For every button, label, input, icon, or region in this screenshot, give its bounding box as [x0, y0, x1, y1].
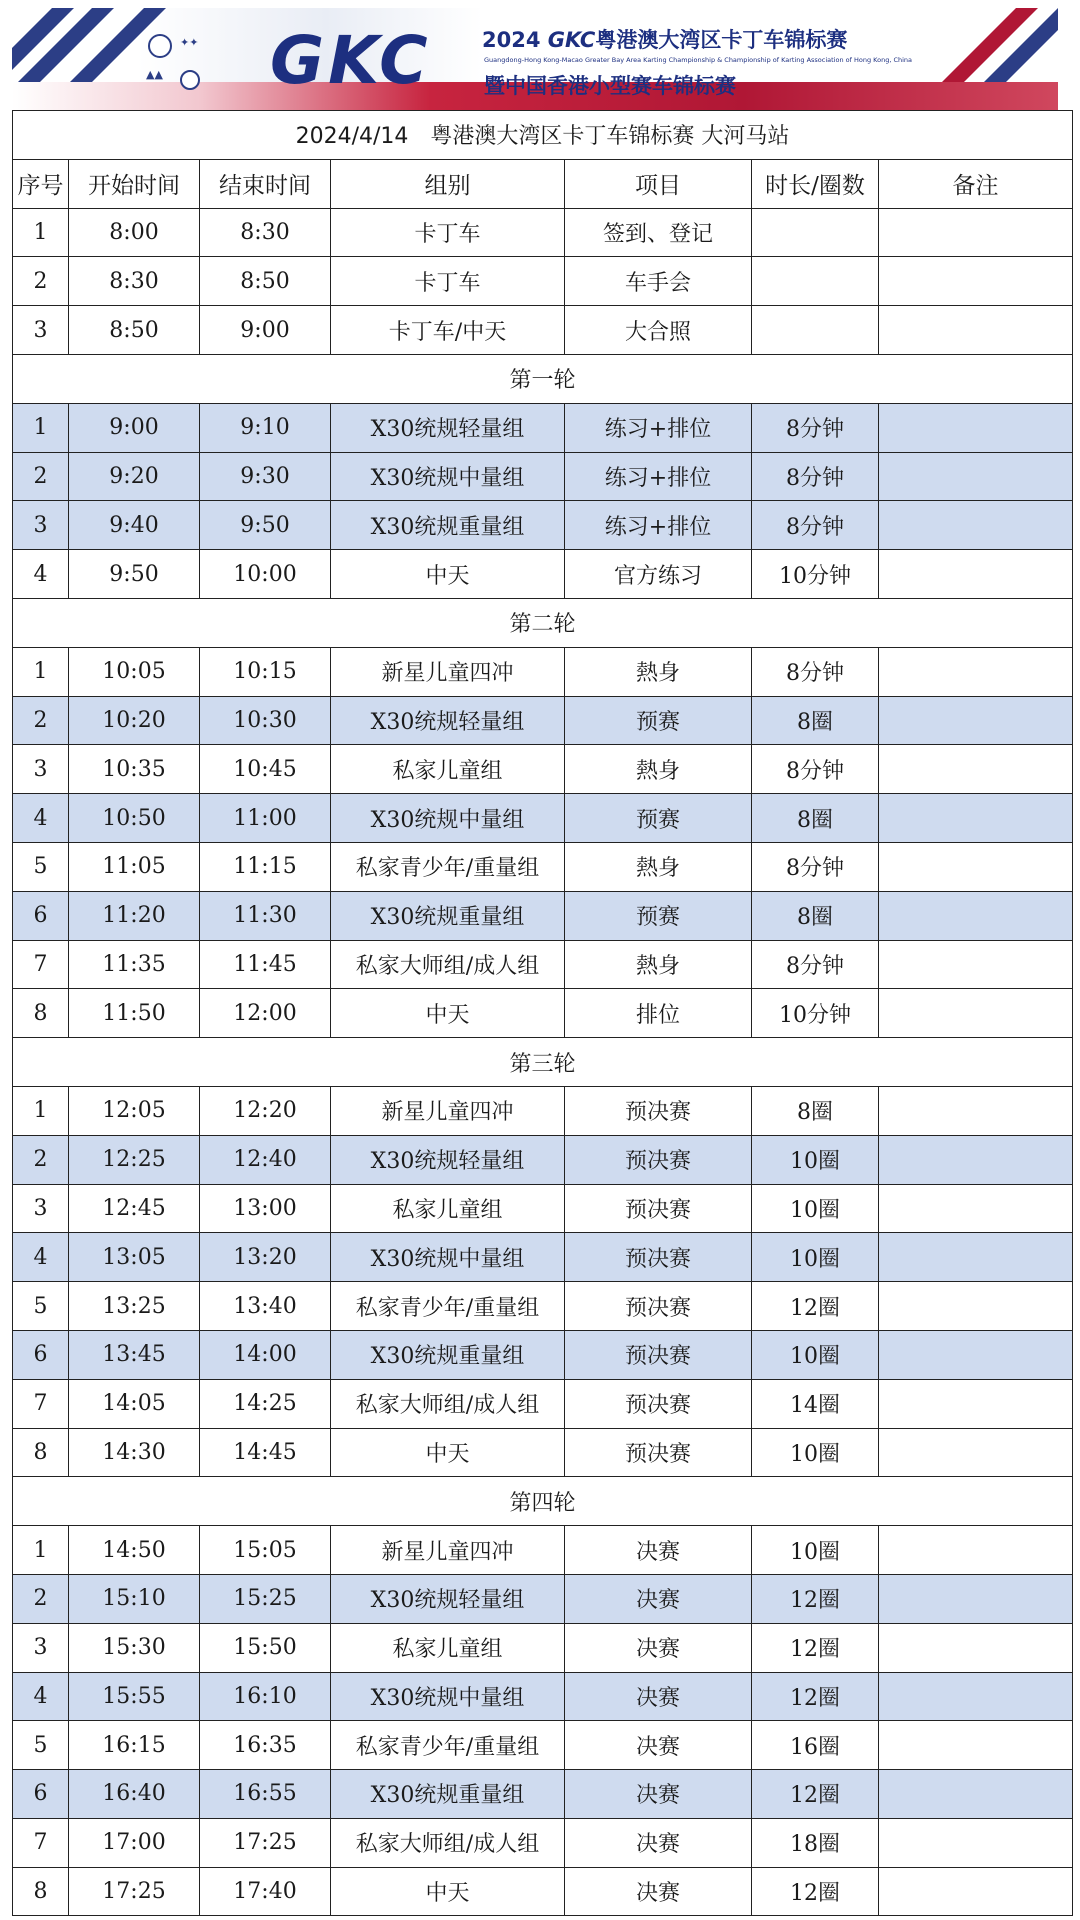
row-note	[879, 1867, 1073, 1916]
row-start-time: 9:50	[69, 550, 200, 599]
row-seq: 1	[13, 208, 69, 257]
row-item: 预决赛	[565, 1282, 752, 1331]
row-item: 预决赛	[565, 1086, 752, 1135]
row-group: 新星儿童四冲	[331, 1526, 565, 1575]
table-row	[13, 1770, 1073, 1819]
row-start-time: 13:25	[69, 1282, 200, 1331]
schedule-table	[12, 110, 1073, 1916]
row-seq: 4	[13, 794, 69, 843]
row-start-time: 8:00	[69, 208, 200, 257]
row-note	[879, 403, 1073, 452]
row-note	[879, 989, 1073, 1038]
row-duration: 12圈	[752, 1623, 879, 1672]
row-item: 预决赛	[565, 1135, 752, 1184]
row-seq: 2	[13, 452, 69, 501]
row-note	[879, 208, 1073, 257]
table-row	[13, 891, 1073, 940]
row-end-time: 14:25	[200, 1379, 331, 1428]
row-end-time: 13:40	[200, 1282, 331, 1331]
row-item: 预决赛	[565, 1330, 752, 1379]
row-group: 卡丁车	[331, 208, 565, 257]
row-start-time: 12:45	[69, 1184, 200, 1233]
row-item: 练习+排位	[565, 452, 752, 501]
row-seq: 2	[13, 257, 69, 306]
row-end-time: 15:25	[200, 1574, 331, 1623]
row-start-time: 13:05	[69, 1233, 200, 1282]
row-end-time: 9:10	[200, 403, 331, 452]
row-group: X30统规中量组	[331, 794, 565, 843]
table-row	[13, 842, 1073, 891]
row-seq: 3	[13, 501, 69, 550]
schedule-body	[13, 111, 1073, 1916]
row-group: 卡丁车	[331, 257, 565, 306]
row-seq: 1	[13, 1526, 69, 1575]
row-duration: 10圈	[752, 1330, 879, 1379]
row-end-time: 13:20	[200, 1233, 331, 1282]
table-row	[13, 1086, 1073, 1135]
row-item: 决赛	[565, 1526, 752, 1575]
row-item: 预决赛	[565, 1184, 752, 1233]
table-row	[13, 208, 1073, 257]
row-group: 私家大师组/成人组	[331, 1818, 565, 1867]
row-start-time: 9:40	[69, 501, 200, 550]
row-item: 预决赛	[565, 1233, 752, 1282]
row-duration: 10圈	[752, 1184, 879, 1233]
row-start-time: 11:50	[69, 989, 200, 1038]
table-row	[13, 1526, 1073, 1575]
header-item: 项目	[565, 159, 752, 208]
round-section-row	[13, 1477, 1073, 1526]
row-group: X30统规中量组	[331, 452, 565, 501]
table-row	[13, 1135, 1073, 1184]
table-row	[13, 1379, 1073, 1428]
row-end-time: 8:50	[200, 257, 331, 306]
row-group: X30统规中量组	[331, 1672, 565, 1721]
row-duration: 8圈	[752, 891, 879, 940]
row-item: 熱身	[565, 647, 752, 696]
row-item: 熱身	[565, 745, 752, 794]
row-seq: 1	[13, 1086, 69, 1135]
row-group: 中天	[331, 550, 565, 599]
row-seq: 1	[13, 403, 69, 452]
row-group: X30统规轻量组	[331, 1135, 565, 1184]
row-end-time: 10:45	[200, 745, 331, 794]
row-item: 预赛	[565, 794, 752, 843]
row-seq: 2	[13, 1135, 69, 1184]
row-start-time: 10:20	[69, 696, 200, 745]
table-title: 2024/4/14 粤港澳大湾区卡丁车锦标赛 大河马站	[13, 111, 1073, 160]
row-note	[879, 452, 1073, 501]
row-end-time: 16:35	[200, 1721, 331, 1770]
row-duration: 10分钟	[752, 989, 879, 1038]
row-note	[879, 842, 1073, 891]
row-seq: 4	[13, 1233, 69, 1282]
row-end-time: 11:00	[200, 794, 331, 843]
row-end-time: 9:00	[200, 306, 331, 355]
row-note	[879, 1282, 1073, 1331]
row-start-time: 14:30	[69, 1428, 200, 1477]
row-group: 私家青少年/重量组	[331, 1282, 565, 1331]
row-group: 新星儿童四冲	[331, 1086, 565, 1135]
row-item: 预赛	[565, 891, 752, 940]
row-start-time: 9:00	[69, 403, 200, 452]
row-note	[879, 550, 1073, 599]
table-row	[13, 1574, 1073, 1623]
row-seq: 6	[13, 891, 69, 940]
row-duration: 10分钟	[752, 550, 879, 599]
row-start-time: 11:05	[69, 842, 200, 891]
row-end-time: 11:30	[200, 891, 331, 940]
row-duration: 8分钟	[752, 501, 879, 550]
row-item: 预决赛	[565, 1428, 752, 1477]
banner-title-text: 粤港澳大湾区卡丁车锦标赛	[595, 28, 848, 52]
row-duration	[752, 306, 879, 355]
row-end-time: 16:55	[200, 1770, 331, 1819]
header-start-time: 开始时间	[69, 159, 200, 208]
row-end-time: 13:00	[200, 1184, 331, 1233]
table-row	[13, 1184, 1073, 1233]
row-seq: 8	[13, 989, 69, 1038]
row-item: 预决赛	[565, 1379, 752, 1428]
row-group: 私家大师组/成人组	[331, 1379, 565, 1428]
row-end-time: 10:15	[200, 647, 331, 696]
row-start-time: 12:25	[69, 1135, 200, 1184]
row-duration: 10圈	[752, 1233, 879, 1282]
table-row	[13, 1282, 1073, 1331]
row-end-time: 12:00	[200, 989, 331, 1038]
row-note	[879, 696, 1073, 745]
row-item: 熱身	[565, 842, 752, 891]
row-end-time: 11:45	[200, 940, 331, 989]
row-item: 官方练习	[565, 550, 752, 599]
row-duration: 8分钟	[752, 842, 879, 891]
header-duration: 时长/圈数	[752, 159, 879, 208]
row-group: 卡丁车/中天	[331, 306, 565, 355]
banner-year: 2024	[482, 28, 541, 52]
row-seq: 3	[13, 306, 69, 355]
header-group: 组别	[331, 159, 565, 208]
table-row	[13, 1818, 1073, 1867]
row-start-time: 16:40	[69, 1770, 200, 1819]
row-note	[879, 1574, 1073, 1623]
row-start-time: 15:55	[69, 1672, 200, 1721]
row-start-time: 8:30	[69, 257, 200, 306]
row-duration: 8分钟	[752, 745, 879, 794]
row-note	[879, 891, 1073, 940]
row-duration: 12圈	[752, 1574, 879, 1623]
row-start-time: 10:35	[69, 745, 200, 794]
association-seal-icon	[148, 34, 172, 58]
row-duration: 12圈	[752, 1770, 879, 1819]
row-item: 熱身	[565, 940, 752, 989]
row-start-time: 13:45	[69, 1330, 200, 1379]
row-end-time: 14:45	[200, 1428, 331, 1477]
table-row	[13, 501, 1073, 550]
row-note	[879, 1770, 1073, 1819]
row-seq: 3	[13, 1623, 69, 1672]
row-end-time: 15:50	[200, 1623, 331, 1672]
row-group: 新星儿童四冲	[331, 647, 565, 696]
organizer-seal-icon	[180, 70, 200, 90]
row-group: X30统规重量组	[331, 891, 565, 940]
row-end-time: 10:30	[200, 696, 331, 745]
row-end-time: 10:00	[200, 550, 331, 599]
table-row	[13, 1623, 1073, 1672]
row-end-time: 12:40	[200, 1135, 331, 1184]
row-item: 决赛	[565, 1818, 752, 1867]
row-item: 决赛	[565, 1574, 752, 1623]
row-note	[879, 1086, 1073, 1135]
row-start-time: 14:05	[69, 1379, 200, 1428]
row-note	[879, 1379, 1073, 1428]
table-row	[13, 1330, 1073, 1379]
round-section-label: 第三轮	[13, 1038, 1073, 1087]
row-seq: 3	[13, 1184, 69, 1233]
row-item: 排位	[565, 989, 752, 1038]
row-duration: 12圈	[752, 1672, 879, 1721]
banner-english-subtitle: Guangdong-Hong Kong-Macao Greater Bay Area Karting Championship & Championship of Karting Association of Hong Kong, China	[484, 56, 913, 64]
table-row	[13, 647, 1073, 696]
row-group: 私家儿童组	[331, 745, 565, 794]
row-group: 中天	[331, 1867, 565, 1916]
row-group: X30统规轻量组	[331, 1574, 565, 1623]
table-row	[13, 989, 1073, 1038]
row-note	[879, 1672, 1073, 1721]
row-seq: 5	[13, 1282, 69, 1331]
row-item: 车手会	[565, 257, 752, 306]
header-note: 备注	[879, 159, 1073, 208]
row-duration: 16圈	[752, 1721, 879, 1770]
row-note	[879, 1233, 1073, 1282]
table-header-row	[13, 159, 1073, 208]
row-item: 决赛	[565, 1770, 752, 1819]
row-seq: 1	[13, 647, 69, 696]
row-duration: 8圈	[752, 794, 879, 843]
row-note	[879, 306, 1073, 355]
row-end-time: 17:40	[200, 1867, 331, 1916]
row-item: 决赛	[565, 1623, 752, 1672]
round-section-label: 第一轮	[13, 354, 1073, 403]
table-row	[13, 1233, 1073, 1282]
row-start-time: 8:50	[69, 306, 200, 355]
header-seq: 序号	[13, 159, 69, 208]
row-note	[879, 745, 1073, 794]
row-group: X30统规中量组	[331, 1233, 565, 1282]
row-item: 练习+排位	[565, 501, 752, 550]
row-seq: 7	[13, 1818, 69, 1867]
row-seq: 3	[13, 745, 69, 794]
row-note	[879, 647, 1073, 696]
table-row	[13, 257, 1073, 306]
table-row	[13, 794, 1073, 843]
row-duration: 8分钟	[752, 940, 879, 989]
row-duration	[752, 257, 879, 306]
round-section-label: 第四轮	[13, 1477, 1073, 1526]
federation-logo-icon: ▲▲	[146, 68, 163, 81]
row-item: 签到、登记	[565, 208, 752, 257]
table-row	[13, 1867, 1073, 1916]
row-seq: 6	[13, 1770, 69, 1819]
row-seq: 8	[13, 1428, 69, 1477]
row-group: 私家大师组/成人组	[331, 940, 565, 989]
row-item: 大合照	[565, 306, 752, 355]
row-group: 私家青少年/重量组	[331, 1721, 565, 1770]
round-section-row	[13, 1038, 1073, 1087]
row-note	[879, 1330, 1073, 1379]
row-note	[879, 1526, 1073, 1575]
row-start-time: 10:50	[69, 794, 200, 843]
round-section-row	[13, 354, 1073, 403]
table-row	[13, 1721, 1073, 1770]
row-item: 练习+排位	[565, 403, 752, 452]
row-seq: 6	[13, 1330, 69, 1379]
row-note	[879, 1721, 1073, 1770]
row-group: 私家青少年/重量组	[331, 842, 565, 891]
table-row	[13, 940, 1073, 989]
row-group: 私家儿童组	[331, 1184, 565, 1233]
row-item: 决赛	[565, 1672, 752, 1721]
row-end-time: 17:25	[200, 1818, 331, 1867]
round-section-row	[13, 598, 1073, 647]
row-duration	[752, 208, 879, 257]
row-seq: 4	[13, 1672, 69, 1721]
row-note	[879, 257, 1073, 306]
row-duration: 10圈	[752, 1526, 879, 1575]
row-seq: 2	[13, 696, 69, 745]
header-end-time: 结束时间	[200, 159, 331, 208]
row-start-time: 9:20	[69, 452, 200, 501]
row-end-time: 16:10	[200, 1672, 331, 1721]
row-note	[879, 794, 1073, 843]
row-seq: 5	[13, 1721, 69, 1770]
row-end-time: 9:30	[200, 452, 331, 501]
row-start-time: 11:20	[69, 891, 200, 940]
table-title-row	[13, 111, 1073, 160]
table-row	[13, 550, 1073, 599]
row-end-time: 11:15	[200, 842, 331, 891]
row-seq: 7	[13, 1379, 69, 1428]
row-note	[879, 1428, 1073, 1477]
row-start-time: 11:35	[69, 940, 200, 989]
banner-brand-small: GKC	[547, 28, 596, 52]
row-seq: 2	[13, 1574, 69, 1623]
row-note	[879, 1623, 1073, 1672]
row-start-time: 12:05	[69, 1086, 200, 1135]
row-start-time: 17:25	[69, 1867, 200, 1916]
row-note	[879, 501, 1073, 550]
row-seq: 5	[13, 842, 69, 891]
row-duration: 10圈	[752, 1135, 879, 1184]
row-item: 决赛	[565, 1867, 752, 1916]
row-duration: 10圈	[752, 1428, 879, 1477]
row-group: X30统规重量组	[331, 1770, 565, 1819]
row-group: 中天	[331, 989, 565, 1038]
row-note	[879, 1184, 1073, 1233]
table-row	[13, 452, 1073, 501]
table-row	[13, 696, 1073, 745]
row-duration: 12圈	[752, 1867, 879, 1916]
row-seq: 7	[13, 940, 69, 989]
row-start-time: 14:50	[69, 1526, 200, 1575]
banner-title-line2: 暨中国香港小型赛车锦标赛	[484, 74, 736, 98]
row-group: X30统规轻量组	[331, 403, 565, 452]
row-item: 预赛	[565, 696, 752, 745]
row-duration: 14圈	[752, 1379, 879, 1428]
row-duration: 8圈	[752, 696, 879, 745]
row-note	[879, 1818, 1073, 1867]
row-duration: 12圈	[752, 1282, 879, 1331]
round-section-label: 第二轮	[13, 598, 1073, 647]
row-note	[879, 1135, 1073, 1184]
row-group: 中天	[331, 1428, 565, 1477]
row-start-time: 15:30	[69, 1623, 200, 1672]
row-duration: 8分钟	[752, 647, 879, 696]
row-start-time: 15:10	[69, 1574, 200, 1623]
row-duration: 8圈	[752, 1086, 879, 1135]
row-item: 决赛	[565, 1721, 752, 1770]
row-start-time: 17:00	[69, 1818, 200, 1867]
row-group: X30统规重量组	[331, 501, 565, 550]
row-end-time: 9:50	[200, 501, 331, 550]
row-duration: 18圈	[752, 1818, 879, 1867]
row-start-time: 16:15	[69, 1721, 200, 1770]
gkc-logo: GKC	[270, 22, 432, 99]
row-duration: 8分钟	[752, 452, 879, 501]
row-seq: 8	[13, 1867, 69, 1916]
row-start-time: 10:05	[69, 647, 200, 696]
row-group: X30统规重量组	[331, 1330, 565, 1379]
table-row	[13, 745, 1073, 794]
table-row	[13, 403, 1073, 452]
row-duration: 8分钟	[752, 403, 879, 452]
row-group: 私家儿童组	[331, 1623, 565, 1672]
table-row	[13, 1672, 1073, 1721]
row-end-time: 8:30	[200, 208, 331, 257]
event-banner	[12, 8, 1058, 110]
row-end-time: 15:05	[200, 1526, 331, 1575]
row-end-time: 14:00	[200, 1330, 331, 1379]
row-end-time: 12:20	[200, 1086, 331, 1135]
table-row	[13, 306, 1073, 355]
row-seq: 4	[13, 550, 69, 599]
banner-title-line1	[482, 24, 847, 54]
table-row	[13, 1428, 1073, 1477]
row-group: X30统规轻量组	[331, 696, 565, 745]
sponsor-logo-icon: ✦✦	[180, 36, 199, 49]
row-note	[879, 940, 1073, 989]
